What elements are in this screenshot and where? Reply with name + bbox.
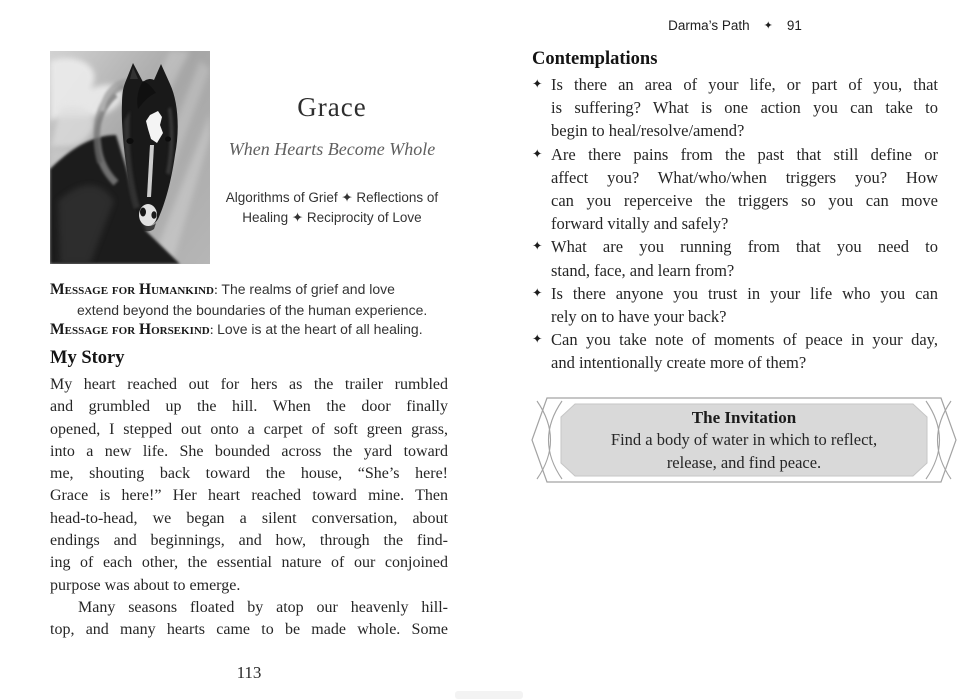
four-pointed-star-icon: ✦ — [763, 20, 773, 32]
text-line: rely on to have your back? — [551, 307, 727, 327]
colon: : — [209, 323, 218, 338]
text-line: forward vitally and safely? — [551, 214, 729, 234]
text-line: stand, face, and learn from? — [551, 260, 735, 280]
text-line: into a new life. She bounded across the yard toward — [50, 442, 448, 460]
message-horsekind-line — [50, 320, 456, 341]
chapter-subtitle: When Hearts Become Whole — [228, 139, 436, 159]
text-line: Grace is here!” Her heart reached toward mine. Then — [50, 487, 448, 505]
text-line: affect you? What/who/when triggers you? How — [551, 167, 938, 187]
message-humankind-line2: extend beyond the boundaries of the human experience. — [77, 301, 428, 318]
text-line: purpose was about to emerge. — [50, 576, 241, 594]
scan-artifact — [455, 691, 523, 699]
text-line: Is there an area of your life, or part of you, that — [551, 75, 938, 94]
invitation-heading: The Invitation — [691, 408, 797, 427]
text-line: My heart reached out for hers as the trailer rumbled — [50, 376, 448, 393]
contemplation-item — [532, 328, 938, 374]
text-line: is suffering? What is one action you can take to — [551, 98, 938, 118]
chapter-title-block — [214, 92, 450, 228]
contemplation-text — [551, 282, 938, 328]
text-line: endings and beginnings, and how, through the find- — [50, 532, 448, 550]
bullet-star-icon: ✦ — [532, 77, 543, 91]
text-line: and intentionally create more of them? — [551, 353, 807, 373]
contemplation-item — [532, 235, 938, 281]
text-line: can you reperceive the triggers so you can move — [551, 191, 938, 211]
bullet-star-icon: ✦ — [532, 239, 543, 254]
bullet-star-icon: ✦ — [532, 332, 543, 347]
invitation-banner — [531, 397, 957, 483]
bullet-star-icon: ✦ — [532, 285, 543, 300]
message-horsekind-text: Love is at the heart of all healing. — [217, 321, 423, 337]
colon: : — [214, 283, 222, 298]
text-line: ing of each other, the essential nature of our conjoined — [50, 554, 448, 572]
contemplations-list — [532, 73, 938, 375]
contemplation-item — [532, 282, 938, 328]
message-horsekind-label: Message for Horsekind — [50, 321, 210, 338]
text-line: opened, I stepped out onto a carpet of soft green grass, — [50, 420, 448, 438]
running-header — [532, 18, 938, 33]
bullet-star-icon: ✦ — [532, 146, 543, 161]
horse-portrait-illustration — [50, 51, 210, 264]
right-page-number: 91 — [786, 18, 802, 33]
text-line: Find a body of water in which to reflect, — [610, 430, 878, 449]
text-line: head-to-head, we began a silent conversation, about — [50, 509, 448, 527]
contemplation-text — [551, 328, 938, 374]
text-line: Healing ✦ Reciprocity of Love — [242, 210, 422, 225]
contemplation-text — [551, 73, 938, 143]
message-humankind-line1 — [50, 280, 456, 301]
chapter-keywords — [214, 188, 450, 228]
text-line: Many seasons floated by atop our heavenly hill- — [78, 598, 448, 616]
left-page-number: 113 — [236, 663, 262, 682]
text-line: release, and find peace. — [666, 452, 822, 472]
text-line: top, and many hearts came to be made whole. Some — [50, 621, 448, 639]
messages-block — [50, 280, 456, 341]
contemplations-heading: Contemplations — [532, 49, 658, 69]
message-humankind-text: The realms of grief and love — [221, 281, 395, 297]
text-line: What are you running from that you need to — [551, 237, 938, 257]
story-paragraphs — [50, 374, 448, 642]
text-line: Can you take note of moments of peace in your day, — [551, 330, 938, 350]
contemplation-text — [551, 143, 938, 236]
horse-portrait-image — [50, 51, 210, 264]
text-line: Is there anyone you trust in your life who you can — [551, 283, 938, 303]
contemplation-item — [532, 73, 938, 143]
running-header-title: Darma’s Path — [668, 18, 750, 33]
text-line: begin to heal/resolve/amend? — [551, 121, 745, 141]
contemplation-text — [551, 235, 938, 281]
invitation-text — [561, 407, 927, 474]
message-humankind-label: Message for Humankind — [50, 281, 215, 298]
my-story-heading: My Story — [50, 348, 125, 368]
contemplation-item — [532, 143, 938, 236]
text-line: and grumbled up the hill. When the door finally — [50, 398, 448, 416]
text-line: Are there pains from the past that still define or — [551, 144, 938, 164]
invitation-body — [561, 429, 927, 474]
text-line: me, shouting back toward the house, “She’s here! — [50, 465, 448, 483]
chapter-title: Grace — [297, 92, 367, 122]
text-line: Algorithms of Grief ✦ Reflections of — [225, 190, 439, 205]
